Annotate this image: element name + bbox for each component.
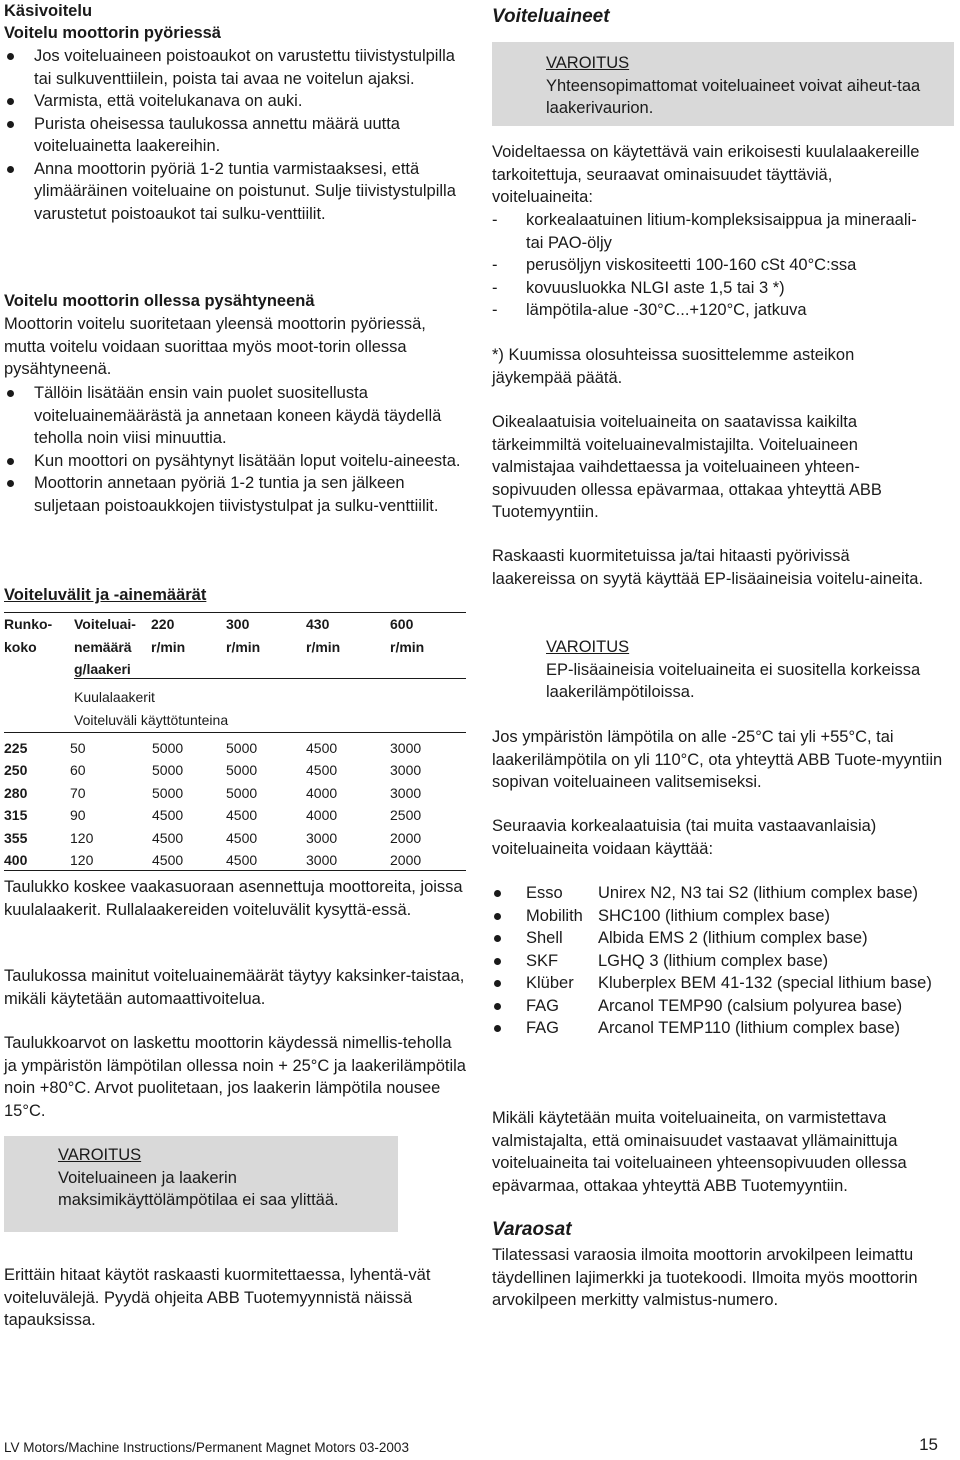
supplier-brand: Mobilith xyxy=(526,906,583,925)
table-cell: 60 xyxy=(70,762,86,779)
list-item: - korkealaatuinen litium-kompleksisaippua ja mineraali- tai PAO-öljy xyxy=(492,209,932,254)
supplier-brand: Shell xyxy=(526,929,563,947)
header-speed-600: 600 xyxy=(390,616,414,632)
running-list xyxy=(4,45,466,225)
table-cell: 4500 xyxy=(306,762,338,779)
list-item xyxy=(492,1017,960,1040)
table-cell: 5000 xyxy=(226,784,258,801)
table-cell: 5000 xyxy=(152,762,184,779)
table-cell: 2000 xyxy=(390,829,422,846)
list-item: Tällöin lisätään ensin vain puolet suositellusta voiteluainemäärästä ja annetaan koneen käydä täydellä teholla noin viisi minuuttia. xyxy=(4,382,466,450)
table-cell: 5000 xyxy=(226,740,258,756)
table-cell: 2500 xyxy=(390,807,422,824)
supplier-product: LGHQ 3 (lithium complex base) xyxy=(598,951,829,970)
spares-title: Varaosat xyxy=(492,1219,572,1240)
list-item xyxy=(492,972,960,995)
spares-text: Tilatessasi varaosia ilmoita moottorin arvokilpeen leimattu täydellinen lajimerkki ja tuotekoodi. Ilmoita myös moottorin arvokilpeen merkitty valmistus-numero. xyxy=(492,1246,918,1309)
table-cell: 3000 xyxy=(306,852,338,868)
table-cell: 5000 xyxy=(152,784,184,801)
supplier-product: Kluberplex BEM 41-132 (special lithium base) xyxy=(598,974,932,992)
list-item: Jos voiteluaineen poistoaukot on varustettu tiivistystulpilla tai sulkuventtiilein, poista tai avaa ne voitelun ajaksi. xyxy=(4,45,466,90)
warning-text: Yhteensopimattomat voiteluaineet voivat aiheut-taa laakerivaurion. xyxy=(546,76,921,117)
header-frame-2: koko xyxy=(4,639,37,655)
table-note-3: Taulukkoarvot on laskettu moottorin käydessä nimellis-teholla ja ympäristön lämpötilan ollessa noin + 25°C ja laakerilämpötila noin +80°C. Arvot puolitetaan, jos laakerin lämpötila nousee 15°C. xyxy=(4,1034,466,1120)
table-frame-size: 400 xyxy=(4,852,28,868)
table-cell: 120 xyxy=(70,829,94,846)
supplier-product: SHC100 (lithium complex base) xyxy=(598,906,831,925)
slow-drives-note: Erittäin hitaat käytöt raskaasti kuormitettaessa, lyhentä-vät voiteluvälejä. Pyydä ohjeita ABB Tuotemyynnistä näissä tapauksissa. xyxy=(4,1266,431,1329)
table-cell: 2000 xyxy=(390,852,422,868)
lubrication-table xyxy=(4,612,466,874)
warning-box-temperature xyxy=(4,1136,398,1232)
table-cell: 5000 xyxy=(152,740,184,756)
table-cell: 4500 xyxy=(306,740,338,756)
list-item: - perusöljyn viskositeetti 100-160 cSt 40°C:ssa xyxy=(492,254,932,277)
list-item: - kovuusluokka NLGI aste 1,5 tai 3 *) xyxy=(492,277,932,300)
header-unit: r/min xyxy=(151,639,186,655)
table-subheader-interval: Voiteluväli käyttötunteina xyxy=(74,712,229,728)
warning-title: VAROITUS xyxy=(58,1146,142,1164)
table-cell: 4000 xyxy=(306,807,338,824)
header-unit: r/min xyxy=(306,639,341,655)
warning-box-incompatible xyxy=(492,42,954,126)
table-cell: 3000 xyxy=(390,740,422,756)
warning-text: EP-lisäaineisia voiteluaineita ei suositella korkeissa laakerilämpötiloissa. xyxy=(546,660,921,701)
list-item xyxy=(492,995,960,1018)
header-unit: r/min xyxy=(390,639,425,655)
table-cell: 4500 xyxy=(152,852,184,868)
warning-title: VAROITUS xyxy=(546,54,630,72)
running-title: Voitelu moottorin pyöriessä xyxy=(4,24,221,42)
supplier-brand: Klüber xyxy=(526,974,574,992)
table-cell: 120 xyxy=(70,852,94,868)
list-item: Purista oheisessa taulukossa annettu määrä uutta voiteluainetta laakereihin. xyxy=(4,113,466,158)
table-cell: 4500 xyxy=(226,829,258,846)
stopped-title: Voitelu moottorin ollessa pysähtyneenä xyxy=(4,292,315,310)
lubricants-para-4: Seuraavia korkealaatuisia (tai muita vastaavanlaisia) voiteluaineita voidaan käyttää: xyxy=(492,817,877,858)
list-item xyxy=(492,882,960,905)
header-amount-3: g/laakeri xyxy=(74,661,131,677)
list-item xyxy=(492,927,960,950)
list-item: Moottorin annetaan pyöriä 1-2 tuntia ja sen jälkeen suljetaan poistoaukkojen tiivistystulpat ja sulku-venttiilit. xyxy=(4,472,466,517)
list-item: - lämpötila-alue -30°C...+120°C, jatkuva xyxy=(492,299,932,322)
table-cell: 3000 xyxy=(306,829,338,846)
page-number: 15 xyxy=(919,1435,938,1454)
lubricants-para-2: Raskaasti kuormitetuissa ja/tai hitaasti pyörivissä laakereissa on syytä käyttää EP-lisäaineisia voitelu-aineita. xyxy=(492,547,924,588)
list-item xyxy=(492,905,960,928)
stopped-list xyxy=(4,382,466,517)
lubricants-para-5: Mikäli käytetään muita voiteluaineita, on varmistettava valmistajalta, että ominaisuudet vastaavat yllämainittuja voiteluaineita tai voiteluaineen yhteensopivuuden ollessa epävarmaa, ottakaa yhteyttä ABB Tuotemyyntiin. xyxy=(492,1109,907,1195)
table-frame-size: 355 xyxy=(4,829,28,846)
warning-box-ep xyxy=(492,636,954,704)
table-frame-size: 315 xyxy=(4,807,28,824)
header-speed-220: 220 xyxy=(151,616,175,632)
supplier-product: Unirex N2, N3 tai S2 (lithium complex base) xyxy=(598,884,919,902)
supplier-brand: FAG xyxy=(526,996,560,1015)
supplier-list xyxy=(492,882,960,1040)
table-note-2: Taulukossa mainitut voiteluainemäärät täytyy kaksinker-taistaa, mikäli käytetään automaattivoitelua. xyxy=(4,967,465,1008)
table-cell: 4500 xyxy=(152,829,184,846)
header-unit: r/min xyxy=(226,639,261,655)
stopped-intro: Moottorin voitelu suoritetaan yleensä moottorin pyöriessä, mutta voitelu voidaan suorittaa myös moot-torin ollessa pysähtyneenä. xyxy=(4,315,426,378)
supplier-product: Arcanol TEMP110 (lithium complex base) xyxy=(598,1019,901,1037)
lubricants-para-3: Jos ympäristön lämpötila on alle -25°C tai yli +55°C, tai laakerilämpötila on yli 110°C, ota yhteyttä ABB Tuote-myyntiin sopivan voiteluaineen valitsemiseksi. xyxy=(492,728,943,791)
supplier-brand: Esso xyxy=(526,884,563,902)
header-speed-300: 300 xyxy=(226,616,250,632)
table-cell: 70 xyxy=(70,784,86,801)
table-subheader-bearings: Kuulalaakerit xyxy=(74,689,155,705)
list-item: Anna moottorin pyöriä 1-2 tuntia varmistaaksesi, että ylimääräinen voiteluaine on poistunut. Sulje tiivistystulpilla varustetut poistoaukot tai sulku-venttiilit. xyxy=(4,158,466,226)
table-cell: 4000 xyxy=(306,784,338,801)
warning-text: Voiteluaineen ja laakerin maksimikäyttölämpötilaa ei saa ylittää. xyxy=(58,1168,339,1209)
supplier-brand: SKF xyxy=(526,951,559,970)
table-cell: 50 xyxy=(70,740,86,756)
table-cell: 3000 xyxy=(390,784,422,801)
lubricant-properties xyxy=(492,209,932,322)
lubricants-intro: Voideltaessa on käytettävä vain erikoisesti kuulalaakereille tarkoitettuja, seuraavat ominaisuudet täyttäviä, voiteluaineita: xyxy=(492,143,920,206)
header-amount-2: nemäärä xyxy=(74,639,132,655)
table-frame-size: 250 xyxy=(4,762,28,779)
table-frame-size: 225 xyxy=(4,740,28,756)
footer-text: LV Motors/Machine Instructions/Permanent Magnet Motors 03-2003 xyxy=(4,1440,409,1455)
table-cell: 90 xyxy=(70,807,86,824)
list-item: Kun moottori on pysähtynyt lisätään loput voitelu-aineesta. xyxy=(4,450,466,473)
supplier-product: Albida EMS 2 (lithium complex base) xyxy=(598,929,868,947)
table-title: Voiteluvälit ja -ainemäärät xyxy=(4,586,207,604)
table-cell: 4500 xyxy=(152,807,184,824)
table-cell: 5000 xyxy=(226,762,258,779)
table-note-1: Taulukko koskee vaakasuoraan asennettuja moottoreita, joissa kuulalaakerit. Rullalaakereiden voiteluvälit kysyttä-essä. xyxy=(4,878,463,919)
supplier-brand: FAG xyxy=(526,1019,560,1037)
table-cell: 4500 xyxy=(226,852,258,868)
supplier-product: Arcanol TEMP90 (calsium polyurea base) xyxy=(598,996,903,1015)
table-cell: 4500 xyxy=(226,807,258,824)
table-frame-size: 280 xyxy=(4,784,28,801)
lubricants-title: Voiteluaineet xyxy=(492,6,610,27)
footnote: *) Kuumissa olosuhteissa suosittelemme asteikon jäykempää päätä. xyxy=(492,346,855,387)
list-item: Varmista, että voitelukanava on auki. xyxy=(4,90,466,113)
table-cell: 3000 xyxy=(390,762,422,779)
list-item xyxy=(492,950,960,973)
lubricants-para-1: Oikealaatuisia voiteluaineita on saatavissa kaikilta tärkeimmiltä voiteluainevalmistajilta. Voiteluaineen valmistajaa vaihdettaessa ja voiteluaineen yhteen-sopivuuden ollessa epävarmaa, ottakaa yhteyttä ABB Tuotemyyntiin. xyxy=(492,413,882,521)
header-amount-1: Voiteluai- xyxy=(74,616,136,632)
header-frame-1: Runko- xyxy=(4,616,53,632)
section-title: Käsivoitelu xyxy=(4,2,93,20)
warning-title: VAROITUS xyxy=(546,638,630,656)
header-speed-430: 430 xyxy=(306,616,330,632)
